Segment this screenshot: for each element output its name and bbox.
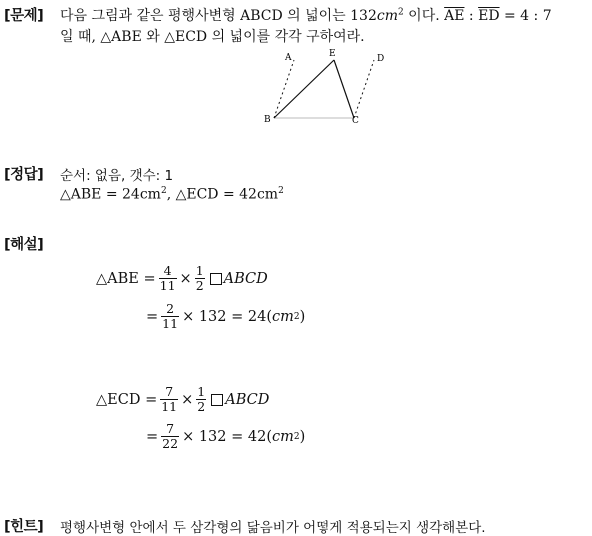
eq2-l2-rest: × 132 = 42(: [182, 428, 272, 445]
segment-ed: $\overline{ED}$: [478, 8, 500, 24]
eq2-fraction-2: [161, 422, 179, 452]
problem-text-a: 다음 그림과 같은 평행사변형 ABCD 의 넓이는 132: [60, 8, 377, 24]
eq1-close: ): [299, 308, 306, 325]
ratio-value: = 4 : 7: [499, 8, 552, 24]
label-d: D: [377, 54, 385, 64]
ratio-colon: :: [464, 8, 479, 24]
eq1-abcd: ABCD: [223, 270, 268, 287]
parallelogram-symbol-2: [211, 394, 223, 406]
eq2-line-2: [146, 422, 305, 452]
eq2-cm-exp: 2: [293, 431, 300, 442]
hint-text: 평행사변형 안에서 두 삼각형의 닮음비가 어떻게 적용되는지 생각해본다.: [60, 520, 486, 536]
eq2-l2-eq: =: [146, 428, 159, 445]
eq1-half: [195, 264, 205, 294]
answer-line-2: [60, 186, 284, 203]
eq1-f1-den: 11: [159, 278, 176, 294]
segment-ab: [274, 60, 294, 118]
eq2-fraction-1: [160, 385, 178, 415]
eq2-half: [196, 385, 206, 415]
problem-line-2: 일 때, △ABE 와 △ECD 의 넓이를 각각 구하여라.: [60, 29, 365, 45]
eq1-line-1: [96, 264, 268, 294]
eq2-cm: cm: [271, 428, 294, 445]
half-num-2: 1: [197, 384, 206, 399]
segment-dc: [354, 60, 374, 118]
problem-line-1: [60, 5, 552, 25]
eq1-lhs: △ABE =: [96, 270, 156, 287]
eq1-fraction-2: [161, 302, 179, 332]
eq2-lhs: △ECD =: [96, 391, 158, 408]
times-sign-2: ×: [181, 391, 194, 408]
parallelogram-symbol: [210, 273, 222, 285]
eq1-cm: cm: [271, 308, 294, 325]
times-sign: ×: [179, 270, 192, 287]
eq1-fraction-1: [159, 264, 177, 294]
eq2-abcd: ABCD: [225, 391, 270, 408]
eq1-f2-num: 2: [166, 301, 175, 316]
label-b: B: [264, 115, 271, 125]
label-e: E: [329, 49, 336, 59]
parallelogram-figure: [258, 44, 398, 130]
eq2-f1-num: 7: [165, 384, 174, 399]
area-unit: cm: [376, 8, 398, 24]
hint-tag: [힌트]: [4, 519, 44, 535]
eq2-f2-den: 22: [162, 436, 179, 452]
half-den: 2: [195, 278, 204, 294]
answer-line-1: 순서: 없음, 갯수: 1: [60, 168, 174, 184]
area-unit-exponent: 2: [397, 7, 404, 18]
solution-tag: [해설]: [4, 237, 44, 253]
label-a: A: [285, 53, 292, 63]
problem-text-b: 이다.: [403, 8, 445, 24]
answer-sep: ,: [166, 186, 176, 203]
problem-tag: [문제]: [4, 8, 44, 24]
eq1-f2-den: 11: [162, 316, 179, 332]
answer-ecd-exp: 2: [278, 186, 284, 196]
answer-abe-exp: 2: [160, 186, 167, 196]
eq2-close: ): [299, 428, 306, 445]
segment-be: [274, 60, 334, 118]
eq2-line-1: [96, 385, 269, 415]
segment-ae: $\overline{AE}$: [444, 8, 465, 24]
label-c: C: [352, 116, 359, 126]
eq2-f1-den: 11: [161, 399, 178, 415]
eq1-l2-rest: × 132 = 24(: [182, 308, 272, 325]
answer-tag: [정답]: [4, 167, 44, 183]
answer-ecd: △ECD = 42cm: [175, 186, 279, 203]
segment-ec: [334, 60, 354, 118]
eq1-line-2: [146, 302, 305, 332]
answer-abe: △ABE = 24cm: [60, 186, 161, 203]
eq1-f1-num: 4: [163, 263, 172, 278]
eq1-cm-exp: 2: [293, 311, 300, 322]
eq1-l2-eq: =: [146, 308, 159, 325]
eq2-f2-num: 7: [166, 421, 175, 436]
half-den-2: 2: [197, 399, 206, 415]
half-num: 1: [195, 263, 204, 278]
